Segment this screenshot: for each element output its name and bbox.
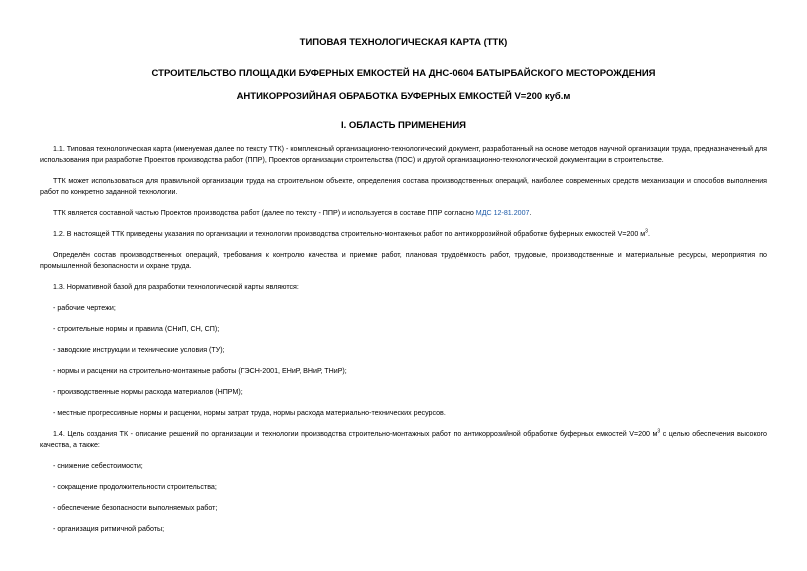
paragraph-1-2 (40, 229, 767, 240)
list-item: - заводские инструкции и технические условия (ТУ); (53, 346, 225, 354)
paragraph-ttk-part (40, 208, 767, 219)
paragraph-ttk-part-end: . (529, 209, 532, 217)
document-subtitle-2: АНТИКОРРОЗИЙНАЯ ОБРАБОТКА БУФЕРНЫХ ЕМКОСТЕЙ V=200 куб.м (236, 91, 571, 102)
paragraph-1-1: 1.1. Типовая технологическая карта (именуемая далее по тексту ТТК) - комплексный организационно-технологический документ, разработанный на основе методов научной организации труда, предназначенный для использования при разработке Проектов производства работ (ППР), Проектов организации строительства (ПОС) и другой организационно-технологической документации в строительстве. (40, 145, 768, 164)
paragraph-1-3: 1.3. Нормативной базой для разработки технологической карты являются: (53, 283, 299, 291)
cubic-superscript: 3 (657, 428, 661, 435)
list-item: - снижение себестоимости; (53, 462, 143, 470)
paragraph-1-4-end: с целью обеспечения высокого качества, а также: (40, 430, 768, 449)
document-body (40, 144, 767, 535)
mds-link[interactable]: МДС 12-81.2007 (475, 209, 530, 217)
section-title: I. ОБЛАСТЬ ПРИМЕНЕНИЯ (340, 120, 467, 131)
list-item: - местные прогрессивные нормы и расценки, нормы затрат труда, нормы расхода материально-технических ресурсов. (53, 409, 446, 417)
paragraph-ttk-usage: ТТК может использоваться для правильной организации труда на строительном объекте, определения состава производственных операций, наиболее современных средств механизации и способов выполнения работ по конкретно заданной технологии. (40, 177, 767, 196)
list-item: - производственные нормы расхода материалов (НПРМ); (53, 388, 243, 396)
list-item: - нормы и расценки на строительно-монтажные работы (ГЭСН-2001, ЕНиР, ВНиР, ТНиР); (53, 367, 347, 375)
paragraph-1-2-text: 1.2. В настоящей ТТК приведены указания по организации и технологии производства строительно-монтажных работ по антикоррозийной обработке буферных емкостей V=200 м (53, 230, 646, 238)
paragraph-1-4-text: 1.4. Цель создания ТК - описание решений по организации и технологии производства строительно-монтажных работ по антикоррозийной обработке буферных емкостей V=200 м (53, 430, 658, 438)
list-item: - обеспечение безопасности выполняемых работ; (53, 504, 218, 512)
list-item: - строительные нормы и правила (СНиП, СН, СП); (53, 325, 220, 333)
document-title: ТИПОВАЯ ТЕХНОЛОГИЧЕСКАЯ КАРТА (ТТК) (299, 37, 508, 48)
document-subtitle-1: СТРОИТЕЛЬСТВО ПЛОЩАДКИ БУФЕРНЫХ ЕМКОСТЕЙ НА ДНС-0604 БАТЫРБАЙСКОГО МЕСТОРОЖДЕНИЯ (151, 68, 656, 79)
paragraph-1-2-end: . (647, 230, 650, 238)
paragraph-ttk-part-text: ТТК является составной частью Проектов производства работ (далее по тексту - ППР) и используется в составе ППР согласно (53, 209, 476, 217)
list-item: - сокращение продолжительности строительства; (53, 483, 217, 491)
cubic-superscript: 3 (645, 228, 648, 235)
paragraph-1-4 (40, 429, 767, 451)
list-item: - организация ритмичной работы; (53, 525, 165, 533)
paragraph-operations: Определён состав производственных операций, требования к контролю качества и приемке работ, плановая трудоёмкость работ, трудовые, производственные и материальные ресурсы, мероприятия по промышленной безопасности и охране труда. (40, 251, 767, 270)
list-item: - рабочие чертежи; (53, 304, 116, 312)
